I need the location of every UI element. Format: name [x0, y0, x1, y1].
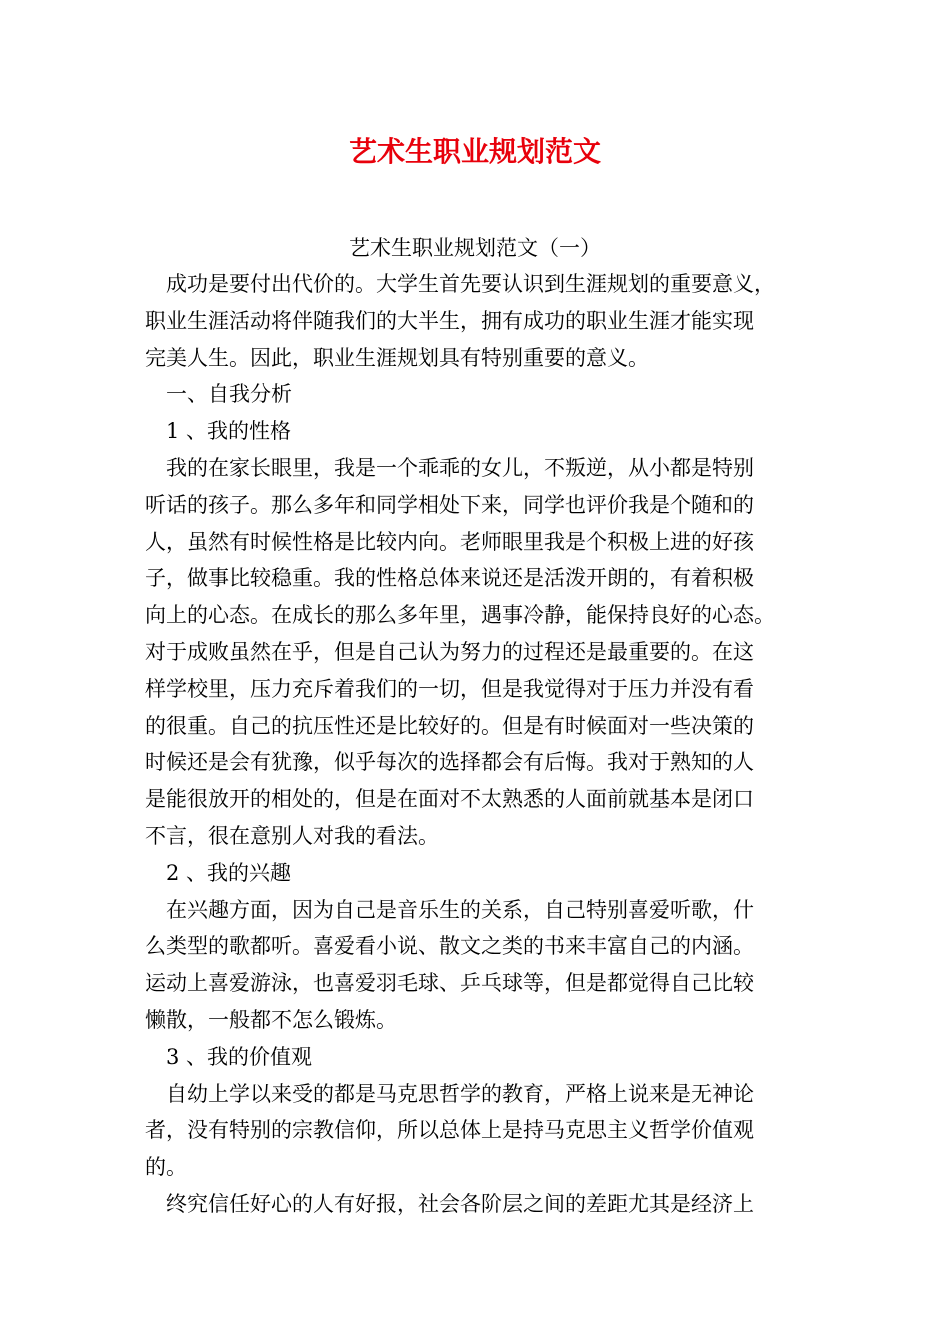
text-line: 在兴趣方面，因为自己是音乐生的关系，自己特别喜爱听歌，什: [166, 897, 754, 922]
document-body: [145, 266, 825, 1223]
text-line: 的很重。自己的抗压性还是比较好的。但是有时候面对一些决策的: [145, 713, 754, 738]
text-line: 3 、我的价值观: [166, 1044, 313, 1069]
text-line: 1 、我的性格: [166, 419, 292, 444]
text-line: 样学校里，压力充斥着我们的一切，但是我觉得对于压力并没有看: [145, 676, 754, 701]
text-line: 一、自我分析: [166, 382, 292, 407]
text-line: 人，虽然有时候性格是比较内向。老师眼里我是个积极上进的好孩: [145, 529, 754, 554]
text-line: 运动上喜爱游泳，也喜爱羽毛球、乒乓球等，但是都觉得自己比较: [145, 971, 754, 996]
document-title: 艺术生职业规划范文: [348, 135, 601, 168]
text-line: 自幼上学以来受的都是马克思哲学的教育，严格上说来是无神论: [166, 1081, 754, 1106]
text-line: 对于成败虽然在乎，但是自己认为努力的过程还是最重要的。在这: [145, 639, 754, 664]
text-line: 么类型的歌都听。喜爱看小说、散文之类的书来丰富自己的内涵。: [145, 934, 754, 959]
text-line: 2 、我的兴趣: [166, 860, 292, 885]
text-line: 懒散，一般都不怎么锻炼。: [145, 1007, 397, 1032]
text-line: 向上的心态。在成长的那么多年里，遇事冷静，能保持良好的心态。: [145, 603, 775, 628]
document-subtitle: 艺术生职业规划范文（一）: [349, 236, 601, 260]
text-line: 者，没有特别的宗教信仰，所以总体上是持马克思主义哲学价值观: [145, 1118, 754, 1143]
text-line: 的。: [145, 1155, 187, 1180]
text-line: 不言，很在意别人对我的看法。: [145, 823, 439, 848]
text-line: 我的在家长眼里，我是一个乖乖的女儿，不叛逆，从小都是特别: [166, 455, 754, 480]
text-line: 子，做事比较稳重。我的性格总体来说还是活泼开朗的，有着积极: [145, 566, 754, 591]
text-line: 终究信任好心的人有好报，社会各阶层之间的差距尤其是经济上: [166, 1191, 754, 1216]
text-line: 是能很放开的相处的，但是在面对不太熟悉的人面前就基本是闭口: [145, 787, 754, 812]
text-line: 时候还是会有犹豫，似乎每次的选择都会有后悔。我对于熟知的人: [145, 750, 754, 775]
text-line: 职业生涯活动将伴随我们的大半生，拥有成功的职业生涯才能实现: [145, 308, 754, 333]
text-line: 听话的孩子。那么多年和同学相处下来，同学也评价我是个随和的: [145, 492, 754, 517]
text-line: 成功是要付出代价的。大学生首先要认识到生涯规划的重要意义，: [166, 272, 775, 296]
text-line: 完美人生。因此，职业生涯规划具有特别重要的意义。: [145, 345, 649, 370]
